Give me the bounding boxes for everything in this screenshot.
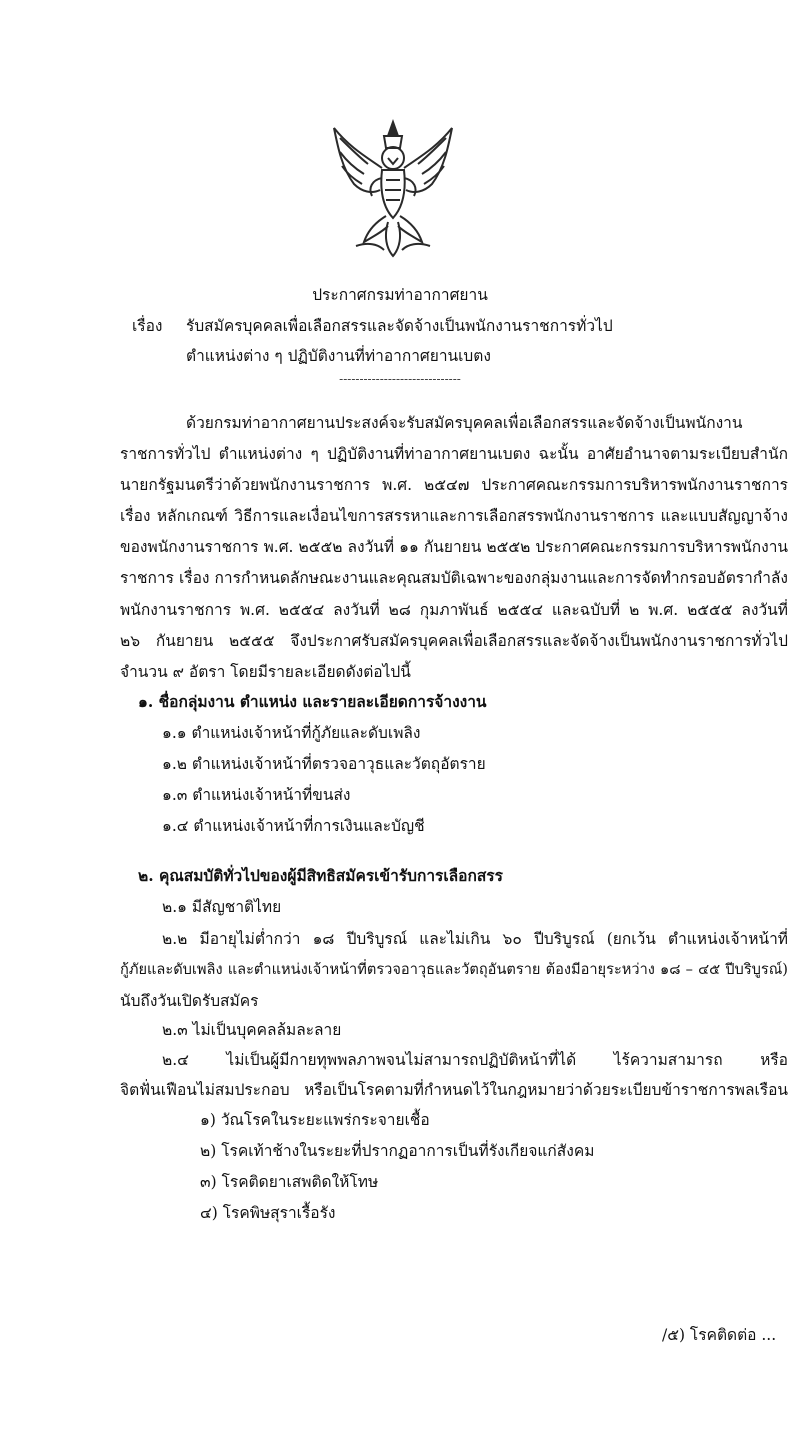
intro-line: จำนวน ๙ อัตรา โดยมีรายละเอียดดังต่อไปนี้ <box>120 663 411 681</box>
intro-line: นายกรัฐมนตรีว่าด้วยพนักงานราชการ พ.ศ. ๒๕๔๗ ประกาศคณะกรรมการบริหารพนักงานราชการ <box>120 476 788 494</box>
garuda-emblem-icon <box>328 118 458 258</box>
section-1-item: ๑.๓ ตำแหน่งเจ้าหน้าที่ขนส่ง <box>162 786 351 804</box>
section-1-item: ๑.๒ ตำแหน่งเจ้าหน้าที่ตรวจอาวุธและวัตถุอัตราย <box>162 755 486 773</box>
disease-item: ๒) โรคเท้าช้างในระยะที่ปรากฏอาการเป็นที่รังเกียจแก่สังคม <box>200 1142 595 1160</box>
intro-line: ด้วยกรมท่าอากาศยานประสงค์จะรับสมัครบุคคลเพื่อเลือกสรรและจัดจ้างเป็นพนักงาน <box>186 414 743 432</box>
announcement-title: ประกาศกรมท่าอากาศยาน <box>312 286 488 304</box>
intro-line: ราชการทั่วไป ตำแหน่งต่าง ๆ ปฏิบัติงานที่ท่าอากาศยานเบตง ฉะนั้น อาศัยอำนาจตามระเบียบสำนัก <box>120 445 788 463</box>
intro-line: ราชการ เรื่อง การกำหนดลักษณะงานและคุณสมบัติเฉพาะของกลุ่มงานและการจัดทำกรอบอัตรากำลัง <box>120 569 788 587</box>
intro-line: พนักงานราชการ พ.ศ. ๒๕๕๔ ลงวันที่ ๒๘ กุมภาพันธ์ ๒๕๕๔ และฉบับที่ ๒ พ.ศ. ๒๕๕๕ ลงวันที่ <box>120 601 788 619</box>
section-2-item-continued: จิตฟั่นเฟือนไม่สมประกอบ หรือเป็นโรคตามที่กำหนดไว้ในกฎหมายว่าด้วยระเบียบข้าราชการพลเรือน <box>120 1081 788 1099</box>
section-2-item: ๒.๒ มีอายุไม่ต่ำกว่า ๑๘ ปีบริบูรณ์ และไม่เกิน ๖๐ ปีบริบูรณ์ (ยกเว้น ตำแหน่งเจ้าหน้าที่ <box>162 930 788 948</box>
section-2-item: ๒.๑ มีสัญชาติไทย <box>162 898 282 916</box>
section-1-item: ๑.๔ ตำแหน่งเจ้าหน้าที่การเงินและบัญชี <box>162 817 425 835</box>
section-2-item-continued: นับถึงวันเปิดรับสมัคร <box>120 992 259 1010</box>
intro-line: เรื่อง หลักเกณฑ์ วิธีการและเงื่อนไขการสรรหาและการเลือกสรรพนักงานราชการ และแบบสัญญาจ้าง <box>120 507 788 525</box>
disease-item: ๑) วัณโรคในระยะแพร่กระจายเชื้อ <box>200 1111 430 1129</box>
section-2-item: ๒.๔ ไม่เป็นผู้มีกายทุพพลภาพจนไม่สามารถปฏิบัติหน้าที่ได้ ไร้ความสามารถ หรือ <box>162 1051 788 1069</box>
section-2-item-continued: กู้ภัยและดับเพลิง และตำแหน่งเจ้าหน้าที่ตรวจอาวุธและวัตถุอันตราย ต้องมีอายุระหว่าง ๑๘ – ๔๕ ปีบริบูรณ์) <box>120 961 788 978</box>
intro-line: ๒๖ กันยายน ๒๕๕๕ จึงประกาศรับสมัครบุคคลเพื่อเลือกสรรและจัดจ้างเป็นพนักงานราชการทั่วไป <box>120 632 788 650</box>
subject-label: เรื่อง <box>132 317 163 335</box>
separator-line: ------------------------------ <box>339 372 461 386</box>
section-2-heading: ๒. คุณสมบัติทั่วไปของผู้มีสิทธิสมัครเข้ารับการเลือกสรร <box>138 866 503 885</box>
intro-line: ของพนักงานราชการ พ.ศ. ๒๕๕๒ ลงวันที่ ๑๑ กันยายน ๒๕๕๒ ประกาศคณะกรรมการบริหารพนักงาน <box>120 538 788 556</box>
disease-item: ๔) โรคพิษสุราเรื้อรัง <box>200 1204 336 1222</box>
subject-line-2: ตำแหน่งต่าง ๆ ปฏิบัติงานที่ท่าอากาศยานเบตง <box>186 347 491 365</box>
continuation-note: /๕) โรคติดต่อ ... <box>662 1326 777 1344</box>
section-1-item: ๑.๑ ตำแหน่งเจ้าหน้าที่กู้ภัยและดับเพลิง <box>162 724 421 742</box>
section-2-item: ๒.๓ ไม่เป็นบุคคลล้มละลาย <box>162 1021 342 1039</box>
subject-line-1: รับสมัครบุคคลเพื่อเลือกสรรและจัดจ้างเป็นพนักงานราชการทั่วไป <box>186 317 613 335</box>
section-1-heading: ๑. ชื่อกลุ่มงาน ตำแหน่ง และรายละเอียดการจ้างงาน <box>138 692 487 711</box>
disease-item: ๓) โรคติดยาเสพติดให้โทษ <box>200 1173 379 1191</box>
